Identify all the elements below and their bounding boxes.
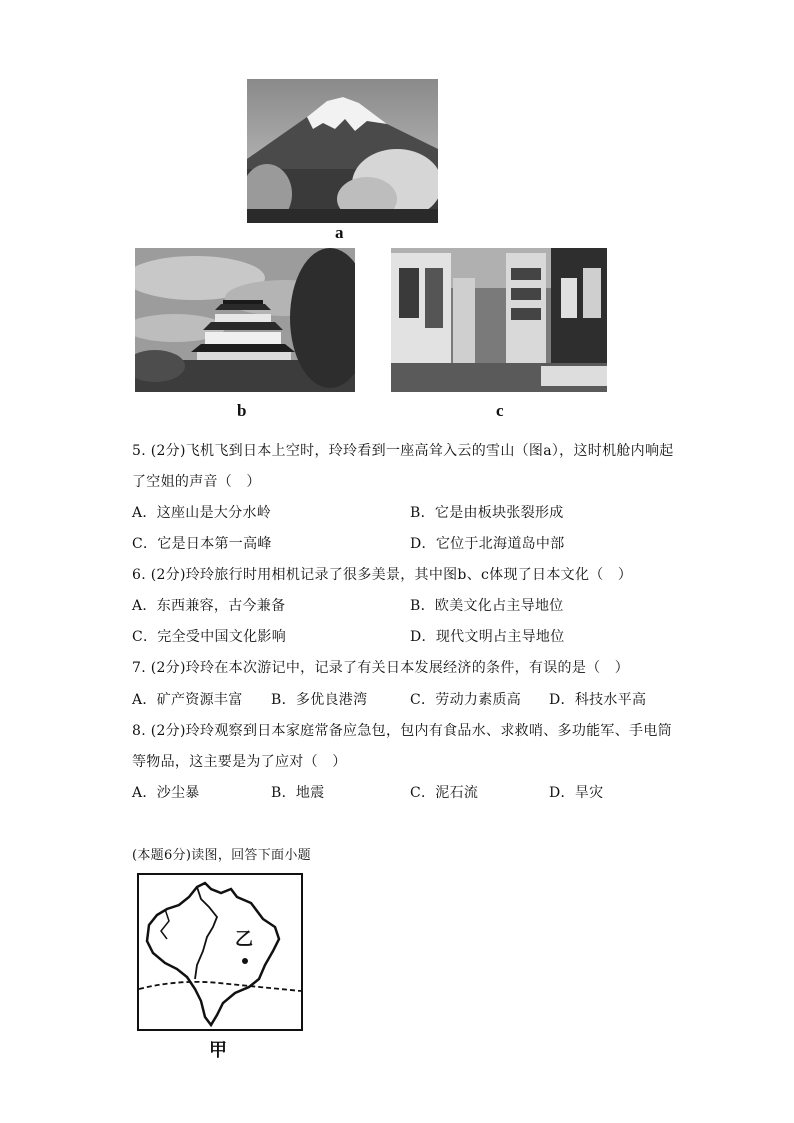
question-8-line-2: 等物品，这主要是为了应对（ ） [132, 754, 347, 770]
question-6-option-a[interactable]: A．东西兼容，古今兼备 [132, 598, 286, 614]
question-6-line-1: 6. (2分)玲玲旅行时用相机记录了很多美景，其中图b、c体现了日本文化（ ） [132, 567, 633, 583]
photo-b-caption: b [237, 401, 247, 420]
mount-fuji-photo [247, 79, 438, 223]
map-figure [137, 873, 303, 1031]
question-8-option-b[interactable]: B．地震 [271, 785, 325, 801]
question-6-option-c[interactable]: C．完全受中国文化影响 [132, 629, 287, 645]
brazil-map-outline [139, 875, 301, 1029]
question-5-option-c[interactable]: C．它是日本第一高峰 [132, 536, 272, 552]
question-7-line-1: 7. (2分)玲玲在本次游记中，记录了有关日本发展经济的条件，有误的是（ ） [132, 660, 630, 676]
tokyo-street-photo [391, 248, 607, 392]
section-intro: (本题6分)读图，回答下面小题 [132, 848, 311, 863]
photo-c-caption: c [496, 401, 504, 420]
question-5-option-a[interactable]: A．这座山是大分水岭 [132, 505, 272, 521]
question-6-option-d[interactable]: D．现代文明占主导地位 [410, 629, 565, 645]
question-5-option-d[interactable]: D．它位于北海道岛中部 [410, 536, 565, 552]
question-7-option-d[interactable]: D．科技水平高 [549, 692, 647, 708]
question-5-line-1: 5. (2分)飞机飞到日本上空时，玲玲看到一座高耸入云的雪山（图a），这时机舱内响起 [132, 443, 674, 459]
location-dot-icon [242, 958, 248, 964]
question-8-option-a[interactable]: A．沙尘暴 [132, 785, 200, 801]
question-6-option-b[interactable]: B．欧美文化占主导地位 [410, 598, 564, 614]
question-5-option-b[interactable]: B．它是由板块张裂形成 [410, 505, 564, 521]
question-7-option-a[interactable]: A．矿产资源丰富 [132, 692, 243, 708]
osaka-castle-photo [135, 248, 355, 392]
question-7-option-b[interactable]: B．多优良港湾 [271, 692, 368, 708]
question-8-option-c[interactable]: C．泥石流 [410, 785, 479, 801]
question-7-option-c[interactable]: C．劳动力素质高 [410, 692, 522, 708]
question-5-line-2: 了空姐的声音（ ） [132, 474, 261, 490]
map-caption: 甲 [209, 1040, 227, 1061]
photo-a-caption: a [335, 223, 344, 242]
question-8-option-d[interactable]: D．旱灾 [549, 785, 604, 801]
map-region-label: 乙 [235, 929, 253, 950]
question-8-line-1: 8. (2分)玲玲观察到日本家庭常备应急包，包内有食品水、求救哨、多功能军、手电筒 [132, 723, 672, 739]
